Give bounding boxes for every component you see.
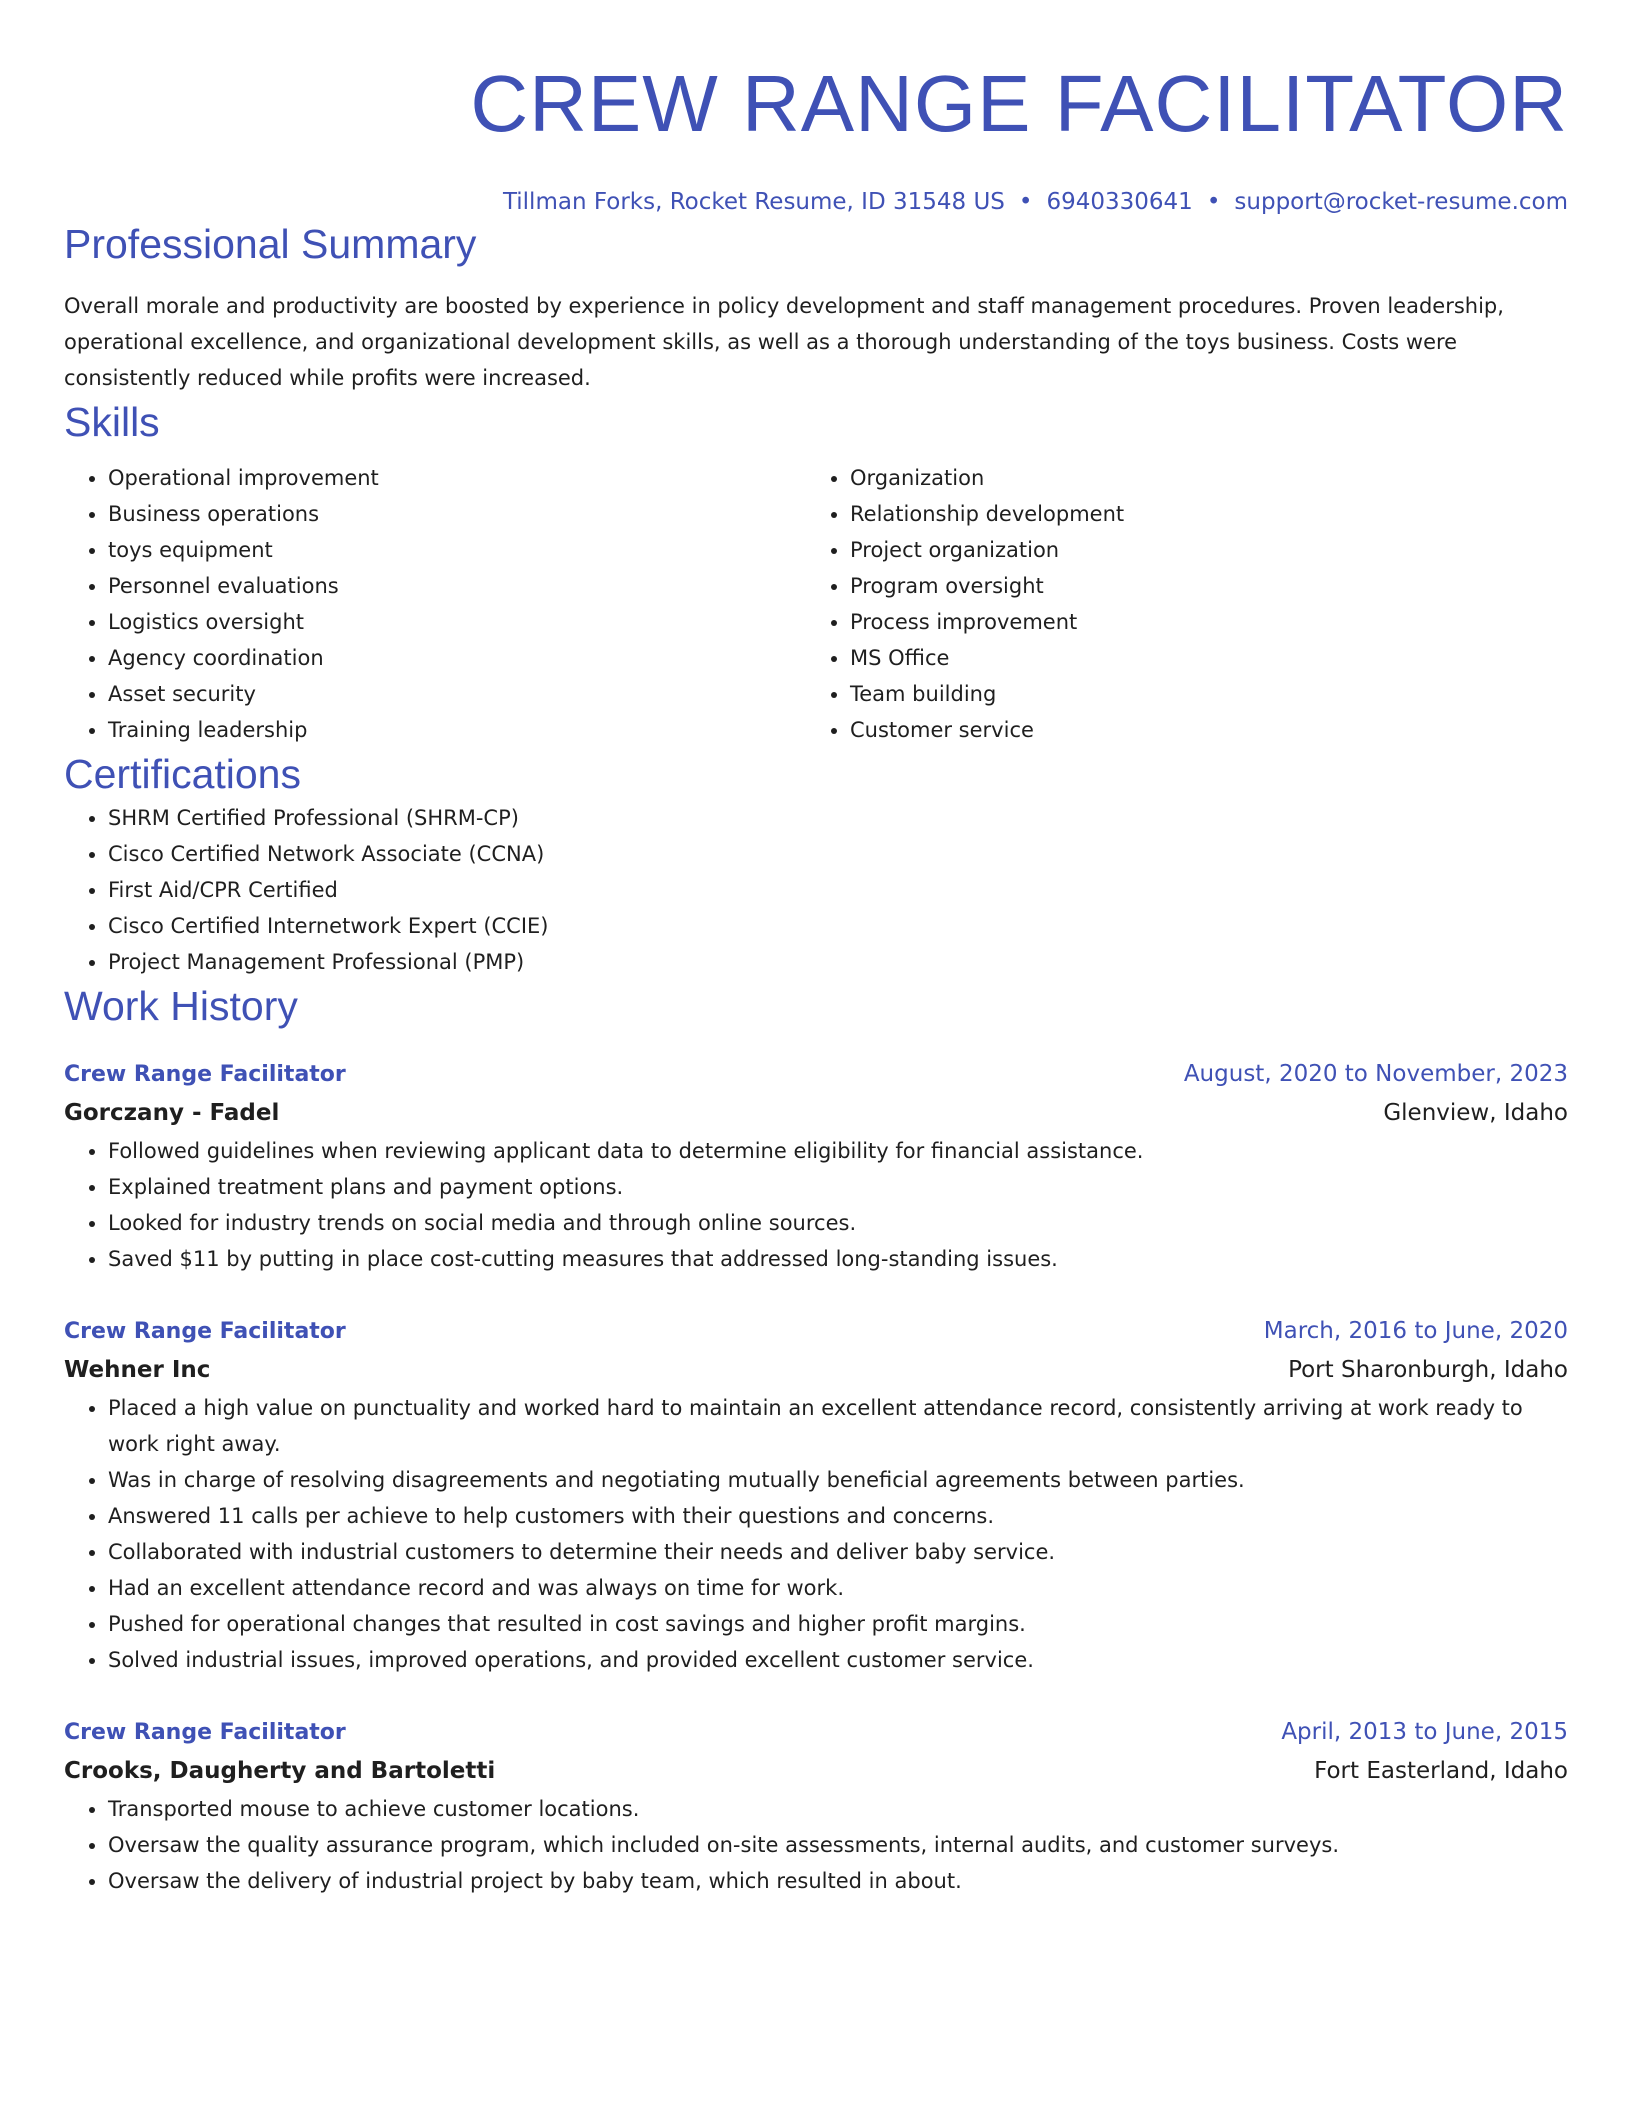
skill-item: • Personnel evaluations [108,568,806,604]
resume-header [64,56,1568,218]
job-entry [64,1313,1568,1678]
job-bullet: • Explained treatment plans and payment options. [108,1169,1568,1205]
certifications-list [64,800,1568,980]
skill-item: • Business operations [108,496,806,532]
job-bullet: • Placed a high value on punctuality and worked hard to maintain an excellent attendance record, consistently arriving at work ready to work right away. [108,1390,1568,1462]
skill-item: • Relationship development [850,496,1568,532]
job-bullet: • Looked for industry trends on social media and through online sources. [108,1205,1568,1241]
summary-title: Professional Summary [64,221,477,267]
summary-section [64,218,1568,396]
job-bullet: • Pushed for operational changes that resulted in cost savings and higher profit margins. [108,1606,1568,1642]
job-company: Gorczany - Fadel [64,1100,280,1126]
work-history-section [64,980,1568,1899]
certification-item: • Project Management Professional (PMP) [108,944,1568,980]
job-bullet: • Oversaw the delivery of industrial project by baby team, which resulted in about. [108,1863,1568,1899]
job-bullet: • Was in charge of resolving disagreements and negotiating mutually beneficial agreements between parties. [108,1462,1568,1498]
skills-list-left [64,460,806,748]
certifications-section [64,748,1568,980]
job-dates: March, 2016 to June, 2020 [1263,1318,1568,1344]
skill-item: • Logistics oversight [108,604,806,640]
skill-item: • Operational improvement [108,460,806,496]
job-dates: April, 2013 to June, 2015 [1281,1719,1568,1745]
candidate-name: CREW RANGE FACILITATOR [470,59,1568,148]
job-bullet: • Transported mouse to achieve customer locations. [108,1791,1568,1827]
job-title-row [64,1056,1568,1093]
job-bullets [64,1133,1568,1277]
job-title: Crew Range Facilitator [64,1319,346,1344]
skills-grid [64,460,1568,748]
job-bullet: • Oversaw the quality assurance program, which included on-site assessments, internal audits, and customer surveys. [108,1827,1568,1863]
job-title: Crew Range Facilitator [64,1062,346,1087]
skill-item: • Customer service [850,712,1568,748]
certification-item: • SHRM Certified Professional (SHRM-CP) [108,800,1568,836]
skills-list-right [806,460,1568,748]
job-company: Wehner Inc [64,1357,211,1383]
job-company: Crooks, Daugherty and Bartoletti [64,1758,496,1784]
certifications-title: Certifications [64,751,301,797]
job-bullet: • Answered 11 calls per achieve to help customers with their questions and concerns. [108,1498,1568,1534]
job-title-row [64,1313,1568,1350]
job-bullet: • Saved $11 by putting in place cost-cutting measures that addressed long-standing issues. [108,1241,1568,1277]
skill-item: • Project organization [850,532,1568,568]
job-dates: August, 2020 to November, 2023 [1183,1061,1568,1087]
skill-item: • Asset security [108,676,806,712]
skill-item: • toys equipment [108,532,806,568]
skill-item: • Program oversight [850,568,1568,604]
certification-item: • Cisco Certified Internetwork Expert (CCIE) [108,908,1568,944]
skills-section [64,396,1568,748]
summary-text: Overall morale and productivity are boosted by experience in policy development and staff management procedures. Proven leadership, operational excellence, and organizational development skills, as well as a thorough understanding of the toys business. Costs were consistently reduced while profits were increased. [64,294,1504,390]
contact-address: Tillman Forks, Rocket Resume, ID 31548 US [502,189,1005,215]
job-company-row [64,1751,1568,1791]
job-location: Port Sharonburgh, Idaho [1288,1357,1568,1383]
skill-item: • Process improvement [850,604,1568,640]
job-location: Fort Easterland, Idaho [1314,1758,1568,1784]
skill-item: • Agency coordination [108,640,806,676]
contact-email[interactable]: support@rocket-resume.com [1234,189,1568,215]
job-bullets [64,1791,1568,1899]
contact-separator: • [1206,189,1221,215]
job-bullets [64,1390,1568,1678]
skill-item: • Training leadership [108,712,806,748]
skills-title: Skills [64,399,160,445]
work-history-title: Work History [64,983,298,1029]
job-bullet: • Collaborated with industrial customers to determine their needs and deliver baby service. [108,1534,1568,1570]
skill-item: • Team building [850,676,1568,712]
job-entry [64,1714,1568,1899]
contact-phone[interactable]: 6940330641 [1046,189,1193,215]
job-bullet: • Followed guidelines when reviewing applicant data to determine eligibility for financial assistance. [108,1133,1568,1169]
job-title: Crew Range Facilitator [64,1720,346,1745]
contact-line [64,186,1568,218]
skill-item: • Organization [850,460,1568,496]
contact-separator: • [1018,189,1033,215]
certification-item: • Cisco Certified Network Associate (CCNA) [108,836,1568,872]
job-location: Glenview, Idaho [1383,1100,1568,1126]
certification-item: • First Aid/CPR Certified [108,872,1568,908]
skill-item: • MS Office [850,640,1568,676]
job-bullet: • Had an excellent attendance record and was always on time for work. [108,1570,1568,1606]
job-company-row [64,1093,1568,1133]
job-entry [64,1056,1568,1277]
job-bullet: • Solved industrial issues, improved operations, and provided excellent customer service. [108,1642,1568,1678]
job-company-row [64,1350,1568,1390]
job-title-row [64,1714,1568,1751]
